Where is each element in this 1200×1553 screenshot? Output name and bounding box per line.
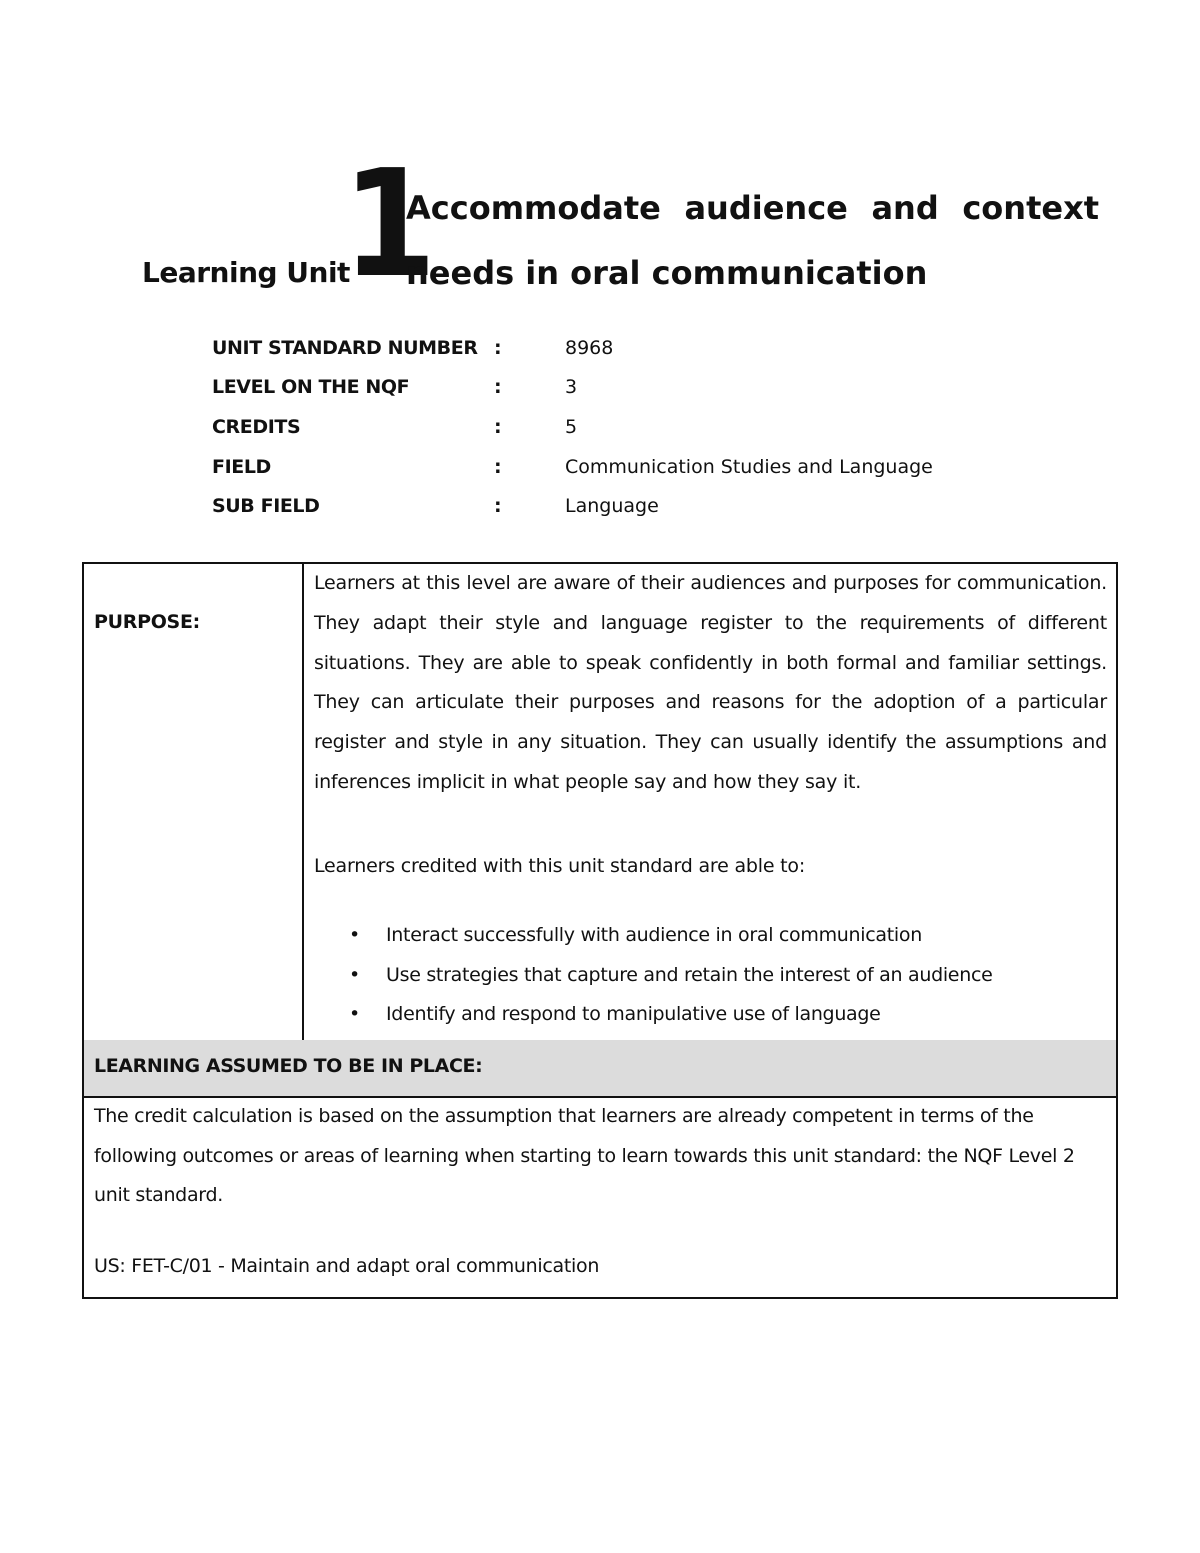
outcome-text: Interact successfully with audience in oral communication bbox=[386, 924, 922, 946]
meta-separator: : bbox=[494, 455, 502, 478]
meta-row-sub-field bbox=[212, 486, 1112, 526]
unit-info-table bbox=[82, 562, 1118, 1299]
meta-separator: : bbox=[494, 415, 502, 438]
list-item bbox=[314, 995, 992, 1035]
meta-value: 5 bbox=[565, 415, 578, 438]
list-item bbox=[314, 956, 992, 996]
meta-key: FIELD bbox=[212, 455, 271, 478]
outcome-text: Identify and respond to manipulative use of language bbox=[386, 1003, 881, 1026]
meta-key: CREDITS bbox=[212, 415, 301, 438]
purpose-paragraph: Learners at this level are aware of their audiences and purposes for communication. They adapt their style and language register to the requirements of different situations. They are able to speak confidently in both formal and familiar settings. They can articulate their purposes and reasons for the adoption of a particular register and style in any situation. They can usually identify the assumptions and inferences implicit in what people say and how they say it. bbox=[314, 572, 1107, 793]
list-item bbox=[314, 916, 992, 956]
meta-row-unit-standard-number bbox=[212, 328, 1112, 368]
learning-unit-label: Learning Unit bbox=[142, 256, 350, 289]
meta-value: Communication Studies and Language bbox=[565, 455, 933, 478]
purpose-intro: Learners credited with this unit standard are able to: bbox=[314, 855, 806, 877]
assumed-learning-label: LEARNING ASSUMED TO BE IN PLACE: bbox=[94, 1055, 483, 1077]
unit-number: 1 bbox=[342, 138, 437, 310]
meta-value: Language bbox=[565, 495, 659, 518]
table-column-divider bbox=[302, 564, 304, 1040]
meta-key: LEVEL ON THE NQF bbox=[212, 376, 410, 399]
bullet-icon: • bbox=[349, 1003, 360, 1026]
meta-key: SUB FIELD bbox=[212, 495, 320, 518]
meta-value: 8968 bbox=[565, 336, 614, 359]
bullet-icon: • bbox=[349, 963, 360, 986]
assumed-learning-header bbox=[84, 1040, 1116, 1098]
meta-separator: : bbox=[494, 336, 502, 359]
outcome-text: Use strategies that capture and retain the interest of an audience bbox=[386, 963, 993, 986]
meta-row-level-on-nqf bbox=[212, 368, 1112, 408]
meta-row-credits bbox=[212, 407, 1112, 447]
meta-key: UNIT STANDARD NUMBER bbox=[212, 336, 478, 359]
unit-title: Accommodate audience and context needs in oral communication bbox=[406, 189, 1099, 292]
outcomes-list bbox=[314, 916, 992, 1035]
purpose-label: PURPOSE: bbox=[94, 611, 200, 633]
meta-value: 3 bbox=[565, 376, 578, 399]
meta-row-field bbox=[212, 447, 1112, 487]
unit-metadata bbox=[212, 328, 1112, 526]
bullet-icon: • bbox=[349, 924, 360, 946]
assumed-learning-unit-standard: US: FET-C/01 - Maintain and adapt oral communication bbox=[94, 1255, 600, 1277]
meta-separator: : bbox=[494, 376, 502, 399]
assumed-learning-text: The credit calculation is based on the assumption that learners are already competent in terms of the following outcomes or areas of learning when starting to learn towards this unit standard: the NQF Level 2 unit standard. bbox=[94, 1105, 1075, 1206]
meta-separator: : bbox=[494, 495, 502, 518]
